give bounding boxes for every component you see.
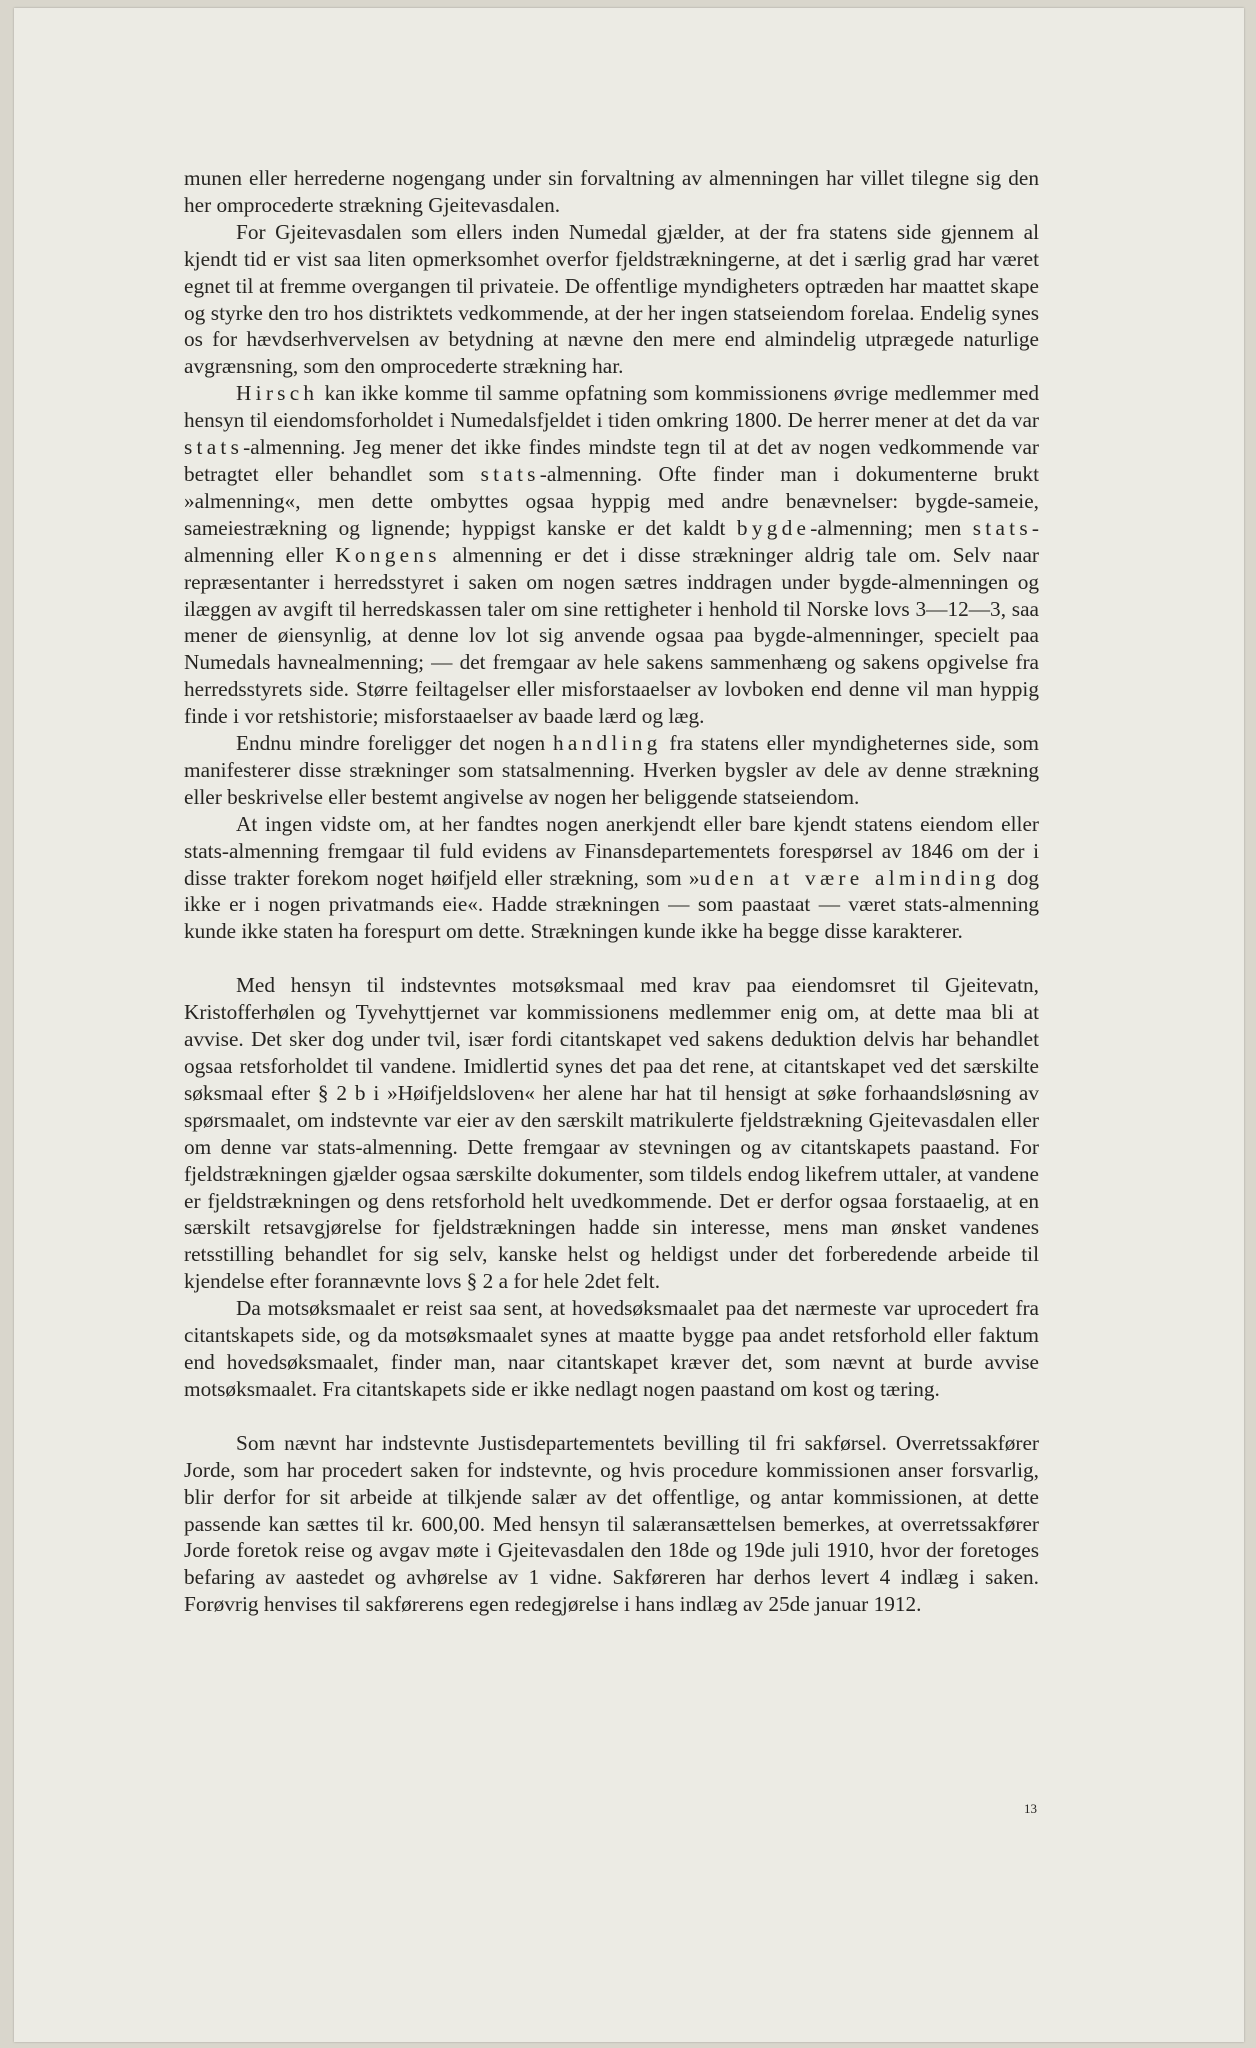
text-run: almenning er det i disse strækninger aldrig tale om. Selv naar repræsentanter i herredsstyret i saken om nogen sætres inddragen under bygde-almenningen og ilæggen av avgift til herredskassen taler om sine rettigheter i henhold til Norske lovs 3—12—3, saa mener de øiensynlig, at denne lov lot sig anvende ogsaa paa bygde-almenninger, specielt paa Numedals havnealmenning; — det fremgaar av hele sakens sammenhæng og sakens opgivelse fra herredsstyrets side. Større feiltagelser eller misforstaaelser av lovboken end denne vil man hyppig finde i vor retshistorie; misforstaaelser av baade lærd og læg. xyxy=(184,542,1039,729)
text-run: Med hensyn til indstevntes motsøksmaal med krav paa eiendomsret til Gjeitevatn, Kristofferhølen og Tyvehyttjernet var kommissionens medlemmer enig om, at dette maa bli at avvise. Det sker dog under tvil, især fordi citantskapet ved sakens deduktion delvis har behandlet ogsaa retsforholdet til vandene. Imidlertid synes det paa det rene, at citantskapet ved det særskilte søksmaal efter § 2 b i »Høifjeldsloven« her alene har hat til hensigt at søke forhaandsløsning av spørsmaalet, om indstevnte var eier av den særskilt matrikulerte fjeldstrækning Gjeitevasdalen eller om denne var stats-almenning. Dette fremgaar av stevningen og av citantskapets paastand. For fjeldstrækningen gjælder ogsaa særskilte dokumenter, som tildels endog likefrem uttaler, at vandene er fjeldstrækningen og dens retsforhold helt uvedkommende. Det er derfor ogsaa forstaaelig, at en særskilt retsavgjørelse for fjeldstrækningen hadde sin interesse, mens man ønsket vandenes retsstilling behandlet for sig selv, kanske helst og heldigst under det forberedende arbeide til kjendelse efter forannævnte lovs § 2 a for hele 2det felt. xyxy=(184,973,1039,1294)
body-text xyxy=(184,165,1039,1618)
text-run: -almenning. Ofte finder man i dokumenterne brukt »almenning«, men dette ombyttes ogsaa hyppig med andre benævnelser: bygde-sameie, sameiestrækning og lignende; hyppigst kanske er det kaldt xyxy=(184,461,1040,540)
text-run: -almenning. Jeg mener det ikke findes mindste tegn til at det av nogen vedkommende var betragtet eller behandlet som xyxy=(184,435,1039,486)
document-page xyxy=(14,8,1244,2042)
text-run: fra statens eller myndigheternes side, som manifesterer disse strækninger som statsalmenning. Hverken bygsler av dele av denne strækning eller beskrivelse eller bestemt angivelse av nogen her beliggende statseiendom. xyxy=(184,731,1039,809)
spaced-emphasis: bygde xyxy=(736,515,811,540)
paragraph xyxy=(184,811,1039,946)
spaced-emphasis: Kongens xyxy=(335,542,441,567)
text-run: kan ikke komme til samme opfatning som kommissionens øvrige medlemmer med hensyn til eiendomsforholdet i Numedalsfjeldet i tiden omkring 1800. De herrer mener at det da var xyxy=(184,381,1039,433)
text-run: munen eller herrederne nogengang under sin forvaltning av almenningen har villet tilegne sig den her omprocederte strækning Gjeitevasdalen. xyxy=(184,166,1039,217)
paragraph xyxy=(184,1295,1039,1403)
page-number: 13 xyxy=(1024,1801,1037,1816)
text-run: -almenning; men xyxy=(810,515,973,540)
spaced-emphasis: uden at være alminding xyxy=(699,865,1000,890)
text-run: Endnu mindre foreligger det nogen xyxy=(236,731,553,756)
paragraph xyxy=(184,1430,1039,1618)
spaced-emphasis: stats xyxy=(480,461,540,486)
spaced-emphasis: Hirsch xyxy=(236,381,319,406)
paragraph xyxy=(184,380,1039,730)
paragraph xyxy=(184,219,1039,380)
paragraph xyxy=(184,972,1039,1295)
text-run: At ingen vidste om, at her fandtes nogen anerkjendt eller bare kjendt statens eiendom eller stats-almenning fremgaar til fuld evidens av Finansdepartementets forespørsel av 1846 om der i disse trakter forekom noget høifjeld eller strækning, som » xyxy=(184,811,1039,890)
text-run: Da motsøksmaalet er reist saa sent, at hovedsøksmaalet paa det nærmeste var uprocedert fra citantskapets side, og da motsøksmaalet synes at maatte bygge paa andet retsforhold eller faktum end hovedsøksmaalet, finder man, naar citantskapet kræver det, som nævnt at burde avvise motsøksmaalet. Fra citantskapets side er ikke nedlagt nogen paastand om kost og tæring. xyxy=(184,1296,1039,1401)
spaced-emphasis: stats xyxy=(972,515,1032,540)
text-run: dog ikke er i nogen privatmands eie«. Hadde strækningen — som paastaat — været stats-almenning kunde ikke staten ha forespurt om dette. Strækningen kunde ikke ha begge disse karakterer. xyxy=(184,865,1039,944)
spaced-emphasis: stats xyxy=(184,435,244,460)
text-run: -almenning eller xyxy=(184,515,1039,567)
spaced-emphasis: handling xyxy=(552,731,662,756)
paragraph xyxy=(184,730,1039,811)
paragraph xyxy=(184,165,1039,219)
text-run: Som nævnt har indstevnte Justisdepartementets bevilling til fri sakførsel. Overretssakfører Jorde, som har procedert saken for indstevnte, og hvis procedure kommissionen anser forsvarlig, blir derfor for sit arbeide at tilkjende salær av det offentlige, og antar kommissionen, at dette passende kan sættes til kr. 600,00. Med hensyn til salæransættelsen bemerkes, at overretssakfører Jorde foretok reise og avgav møte i Gjeitevasdalen den 18de og 19de juli 1910, hvor der foretoges befaring av aastedet og avhørelse av 1 vidne. Sakføreren har derhos levert 4 indlæg i saken. Forøvrig henvises til sakførerens egen redegjørelse i hans indlæg av 25de januar 1912. xyxy=(184,1430,1039,1617)
text-run: For Gjeitevasdalen som ellers inden Numedal gjælder, at der fra statens side gjennem al kjendt tid er vist saa liten opmerksomhet overfor fjeldstrækningerne, at det i særlig grad har været egnet til at fremme overgangen til privateie. De offentlige myndigheters optræden har maattet skape og styrke den tro hos distriktets vedkommende, at der her ingen statseiendom forelaa. Endelig synes os for hævdserhvervelsen av betydning at nævne den mere end almindelig utprægede naturlige avgrænsning, som den omprocederte strækning har. xyxy=(184,219,1039,379)
